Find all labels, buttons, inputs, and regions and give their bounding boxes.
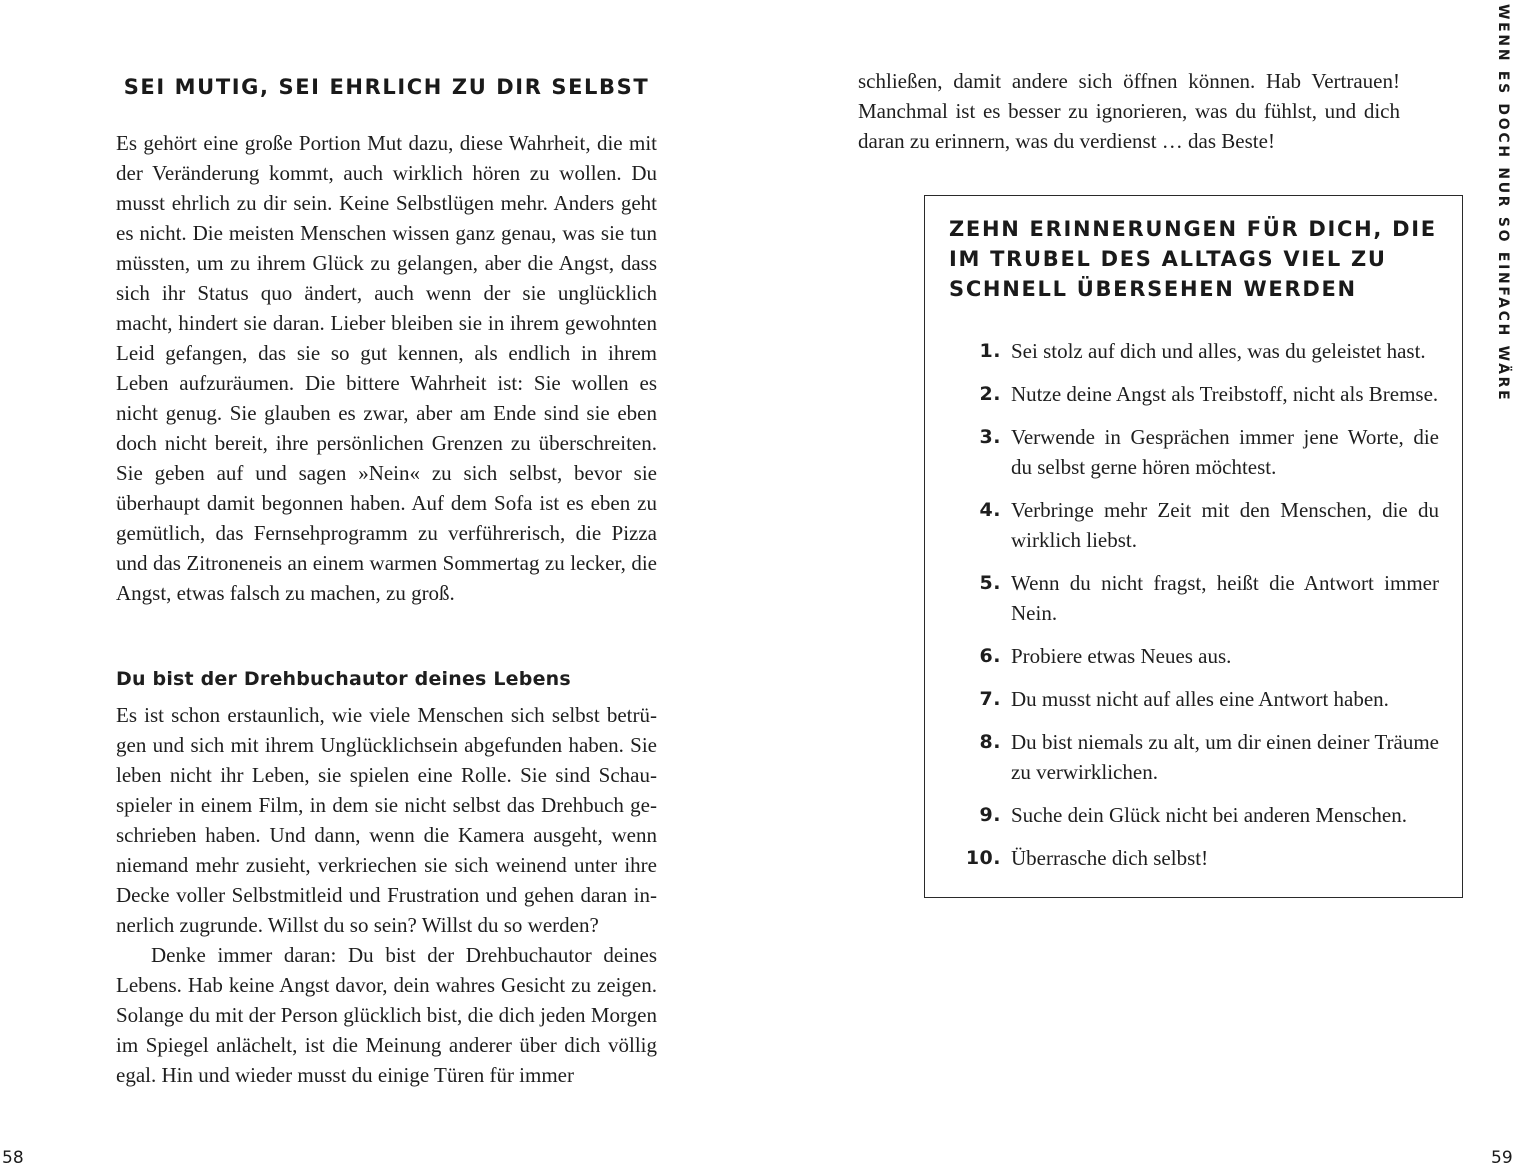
list-text: Sei stolz auf dich und alles, was du geleistet hast. bbox=[1011, 339, 1426, 363]
list-item bbox=[949, 495, 1439, 555]
list-number: 9. bbox=[979, 804, 1001, 826]
list-number: 4. bbox=[979, 499, 1001, 521]
reminders-list bbox=[949, 336, 1439, 886]
list-text: Wenn du nicht fragst, heißt die Antwort immer Nein. bbox=[1011, 571, 1439, 625]
body-paragraph-2: Es ist schon erstaunlich, wie viele Menschen sich selbst betrügen und sich mit ihrem Unglücklichsein abgefunden haben. Sie leben nicht ihr Leben, sie spielen eine Rolle. Sie sind Schauspieler in einem Film, in dem sie nicht selbst das Drehbuch geschrieben haben. Und dann, wenn die Kamera ausgeht, wenn niemand mehr zusieht, verkriechen sie sich weinend unter ihre Decke voller Selbstmitleid und Frustration und gehen daran innerlich zugrunde. Willst du so sein? Willst du so werden? bbox=[116, 703, 657, 937]
list-item bbox=[949, 800, 1439, 830]
reminders-box bbox=[924, 195, 1463, 898]
continued-paragraph: schließen, damit andere sich öffnen können. Hab Vertrauen! Manchmal ist es besser zu ignorieren, was du fühlst, und dich daran zu erinnern, was du verdienst … das Beste! bbox=[858, 69, 1400, 153]
list-number: 2. bbox=[979, 383, 1001, 405]
list-item bbox=[949, 843, 1439, 873]
list-item bbox=[949, 422, 1439, 482]
list-text: Suche dein Glück nicht bei anderen Menschen. bbox=[1011, 803, 1407, 827]
list-number: 7. bbox=[979, 688, 1001, 710]
section-heading: SEI MUTIG, SEI EHRLICH ZU DIR SELBST bbox=[123, 75, 650, 99]
page-number-right: 59 bbox=[1491, 1148, 1513, 1168]
list-number: 3. bbox=[979, 426, 1001, 448]
list-text: Probiere etwas Neues aus. bbox=[1011, 644, 1232, 668]
list-text: Du musst nicht auf alles eine Antwort haben. bbox=[1011, 687, 1389, 711]
list-number: 6. bbox=[979, 645, 1001, 667]
list-item bbox=[949, 379, 1439, 409]
list-number: 1. bbox=[979, 340, 1001, 362]
list-item bbox=[949, 684, 1439, 714]
list-text: Du bist niemals zu alt, um dir einen deiner Träume zu verwirklichen. bbox=[1011, 730, 1439, 784]
list-item bbox=[949, 727, 1439, 787]
list-item bbox=[949, 336, 1439, 366]
list-item bbox=[949, 568, 1439, 628]
list-number: 5. bbox=[979, 572, 1001, 594]
list-number: 8. bbox=[979, 731, 1001, 753]
body-paragraph-1: Es gehört eine große Portion Mut dazu, diese Wahrheit, die mit der Veränderung kommt, auch wirklich hören zu wollen. Du musst ehrlich zu dir sein. Keine Selbstlügen mehr. Anders geht es nicht. Die meisten Menschen wissen ganz genau, was sie tun müssten, um zu ihrem Glück zu gelangen, aber die Angst, dass sich ihr Status quo ändert, auch wenn der sie unglücklich macht, hindert sie daran. Lieber bleiben sie in ihrem gewohnten Leid gefangen, das sie so gut kennen, als endlich in ihrem Leben aufzuräumen. Die bittere Wahrheit ist: Sie wollen es nicht genug. Sie glauben es zwar, aber am Ende sind sie eben doch nicht bereit, ihre persönlichen Grenzen zu überschreiten. Sie geben auf und sagen »Nein« zu sich selbst, bevor sie überhaupt damit begonnen haben. Auf dem Sofa ist es eben zu gemütlich, das Fernsehprogramm zu verführerisch, die Pizza und das Zitroneneis an einem warmen Sommertag zu lecker, die Angst, etwas falsch zu machen, zu groß. bbox=[116, 131, 657, 605]
page-number-left: 58 bbox=[2, 1148, 24, 1168]
left-page bbox=[116, 72, 657, 1090]
list-text: Überrasche dich selbst! bbox=[1011, 846, 1209, 870]
box-title: ZEHN ERINNERUNGEN FÜR DICH, DIE IM TRUBEL DES ALLTAGS VIEL ZU SCHNELL ÜBERSEHEN WERDEN bbox=[949, 217, 1437, 301]
body-paragraph-3: Denke immer daran: Du bist der Drehbuchautor deines Lebens. Hab keine Angst davor, dein wahres Gesicht zu zeigen. Solange du mit der Person glücklich bist, die dich jeden Morgen im Spiegel anlächelt, ist die Meinung anderer über dich völlig egal. Hin und wieder musst du einige Türen für immer bbox=[116, 943, 657, 1087]
list-number: 10. bbox=[965, 847, 1001, 869]
list-text: Nutze deine Angst als Treibstoff, nicht als Bremse. bbox=[1011, 382, 1439, 406]
list-item bbox=[949, 641, 1439, 671]
subheading: Du bist der Drehbuchautor deines Lebens bbox=[116, 668, 571, 690]
list-text: Verwende in Gesprächen immer jene Worte, die du selbst gerne hören möchtest. bbox=[1011, 425, 1439, 479]
list-text: Verbringe mehr Zeit mit den Menschen, die du wirklich liebst. bbox=[1011, 498, 1439, 552]
running-head: WENN ES DOCH NUR SO EINFACH WÄRE bbox=[1495, 4, 1511, 403]
